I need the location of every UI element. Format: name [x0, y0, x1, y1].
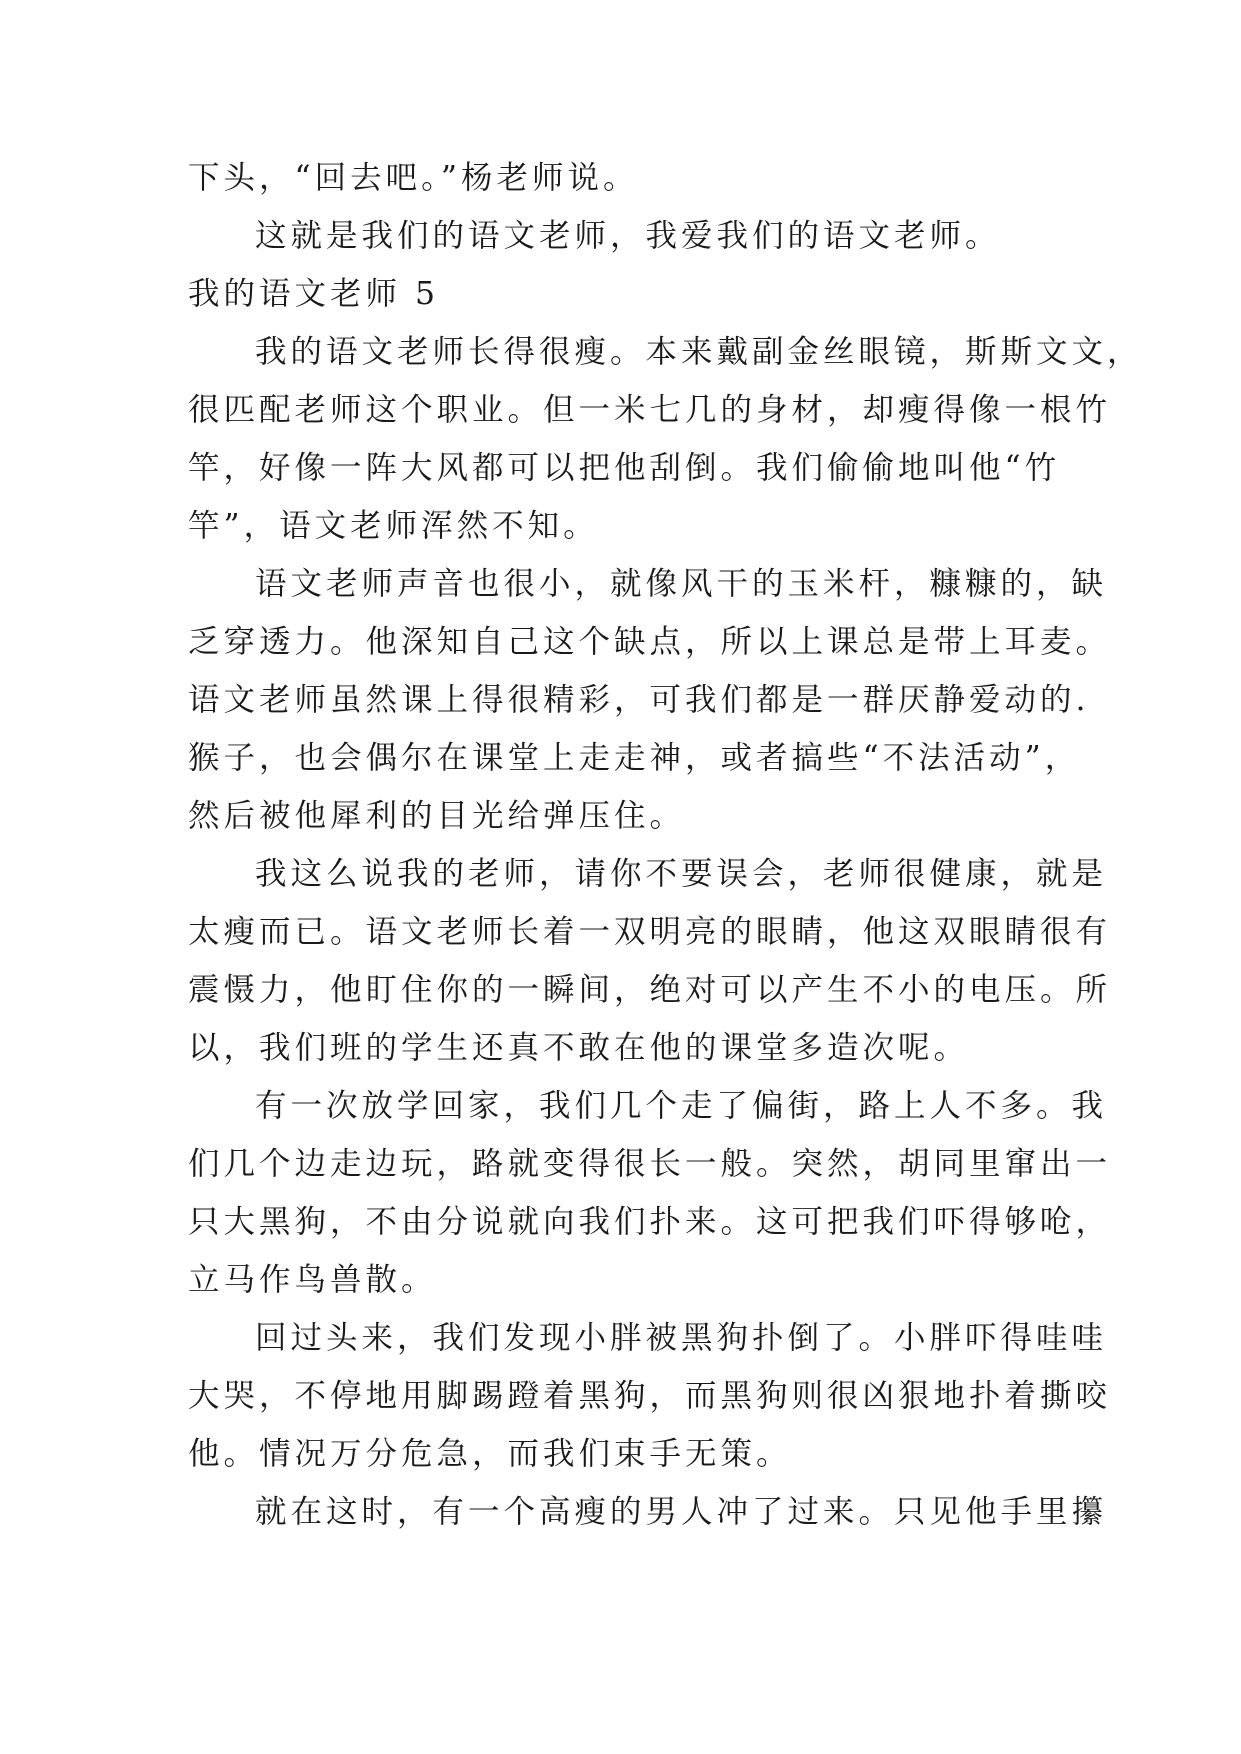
- text-line: 下头，“回去吧。”杨老师说。: [188, 160, 639, 196]
- text-line: 震慑力，他盯住你的一瞬间，绝对可以产生不小的电压。所: [188, 972, 1112, 1008]
- text-line: 以，我们班的学生还真不敢在他的课堂多造次呢。: [188, 1030, 970, 1066]
- text-line: 这就是我们的语文老师，我爱我们的语文老师。: [255, 218, 1001, 254]
- text-line: 太瘦而已。语文老师长着一双明亮的眼睛，他这双眼睛很有: [188, 914, 1112, 950]
- text-line: 乏穿透力。他深知自己这个缺点，所以上课总是带上耳麦。: [188, 624, 1112, 660]
- text-line: 有一次放学回家，我们几个走了偏街，路上人不多。我: [255, 1088, 1108, 1124]
- section-heading: 我的语文老师 5: [188, 276, 440, 312]
- text-line: 语文老师虽然课上得很精彩，可我们都是一群厌静爱动的.: [188, 682, 1090, 718]
- text-line: 我这么说我的老师，请你不要误会，老师很健康，就是: [255, 856, 1108, 892]
- text-line: 竿”，语文老师浑然不知。: [188, 508, 599, 544]
- text-line: 就在这时，有一个高瘦的男人冲了过来。只见他手里攥: [255, 1494, 1108, 1530]
- text-line: 然后被他犀利的目光给弹压住。: [188, 798, 686, 834]
- text-line: 语文老师声音也很小，就像风干的玉米杆，糠糠的，缺: [255, 566, 1108, 602]
- text-line: 回过头来，我们发现小胖被黑狗扑倒了。小胖吓得哇哇: [255, 1320, 1108, 1356]
- text-line: 们几个边走边玩，路就变得很长一般。突然，胡同里窜出一: [188, 1146, 1112, 1182]
- text-line: 立马作鸟兽散。: [188, 1262, 437, 1298]
- text-line: 他。情况万分危急，而我们束手无策。: [188, 1436, 792, 1472]
- text-line: 竿，好像一阵大风都可以把他刮倒。我们偷偷地叫他“竹: [188, 450, 1061, 486]
- text-line: 大哭，不停地用脚踢蹬着黑狗，而黑狗则很凶狠地扑着撕咬: [188, 1378, 1112, 1414]
- text-line: 猴子，也会偶尔在课堂上走走神，或者搞些“不法活动”，: [188, 740, 1081, 776]
- text-line: 我的语文老师长得很瘦。本来戴副金丝眼镜，斯斯文文，: [255, 334, 1143, 370]
- text-line: 很匹配老师这个职业。但一米七几的身材，却瘦得像一根竹: [188, 392, 1112, 428]
- text-line: 只大黑狗，不由分说就向我们扑来。这可把我们吓得够呛，: [188, 1204, 1112, 1240]
